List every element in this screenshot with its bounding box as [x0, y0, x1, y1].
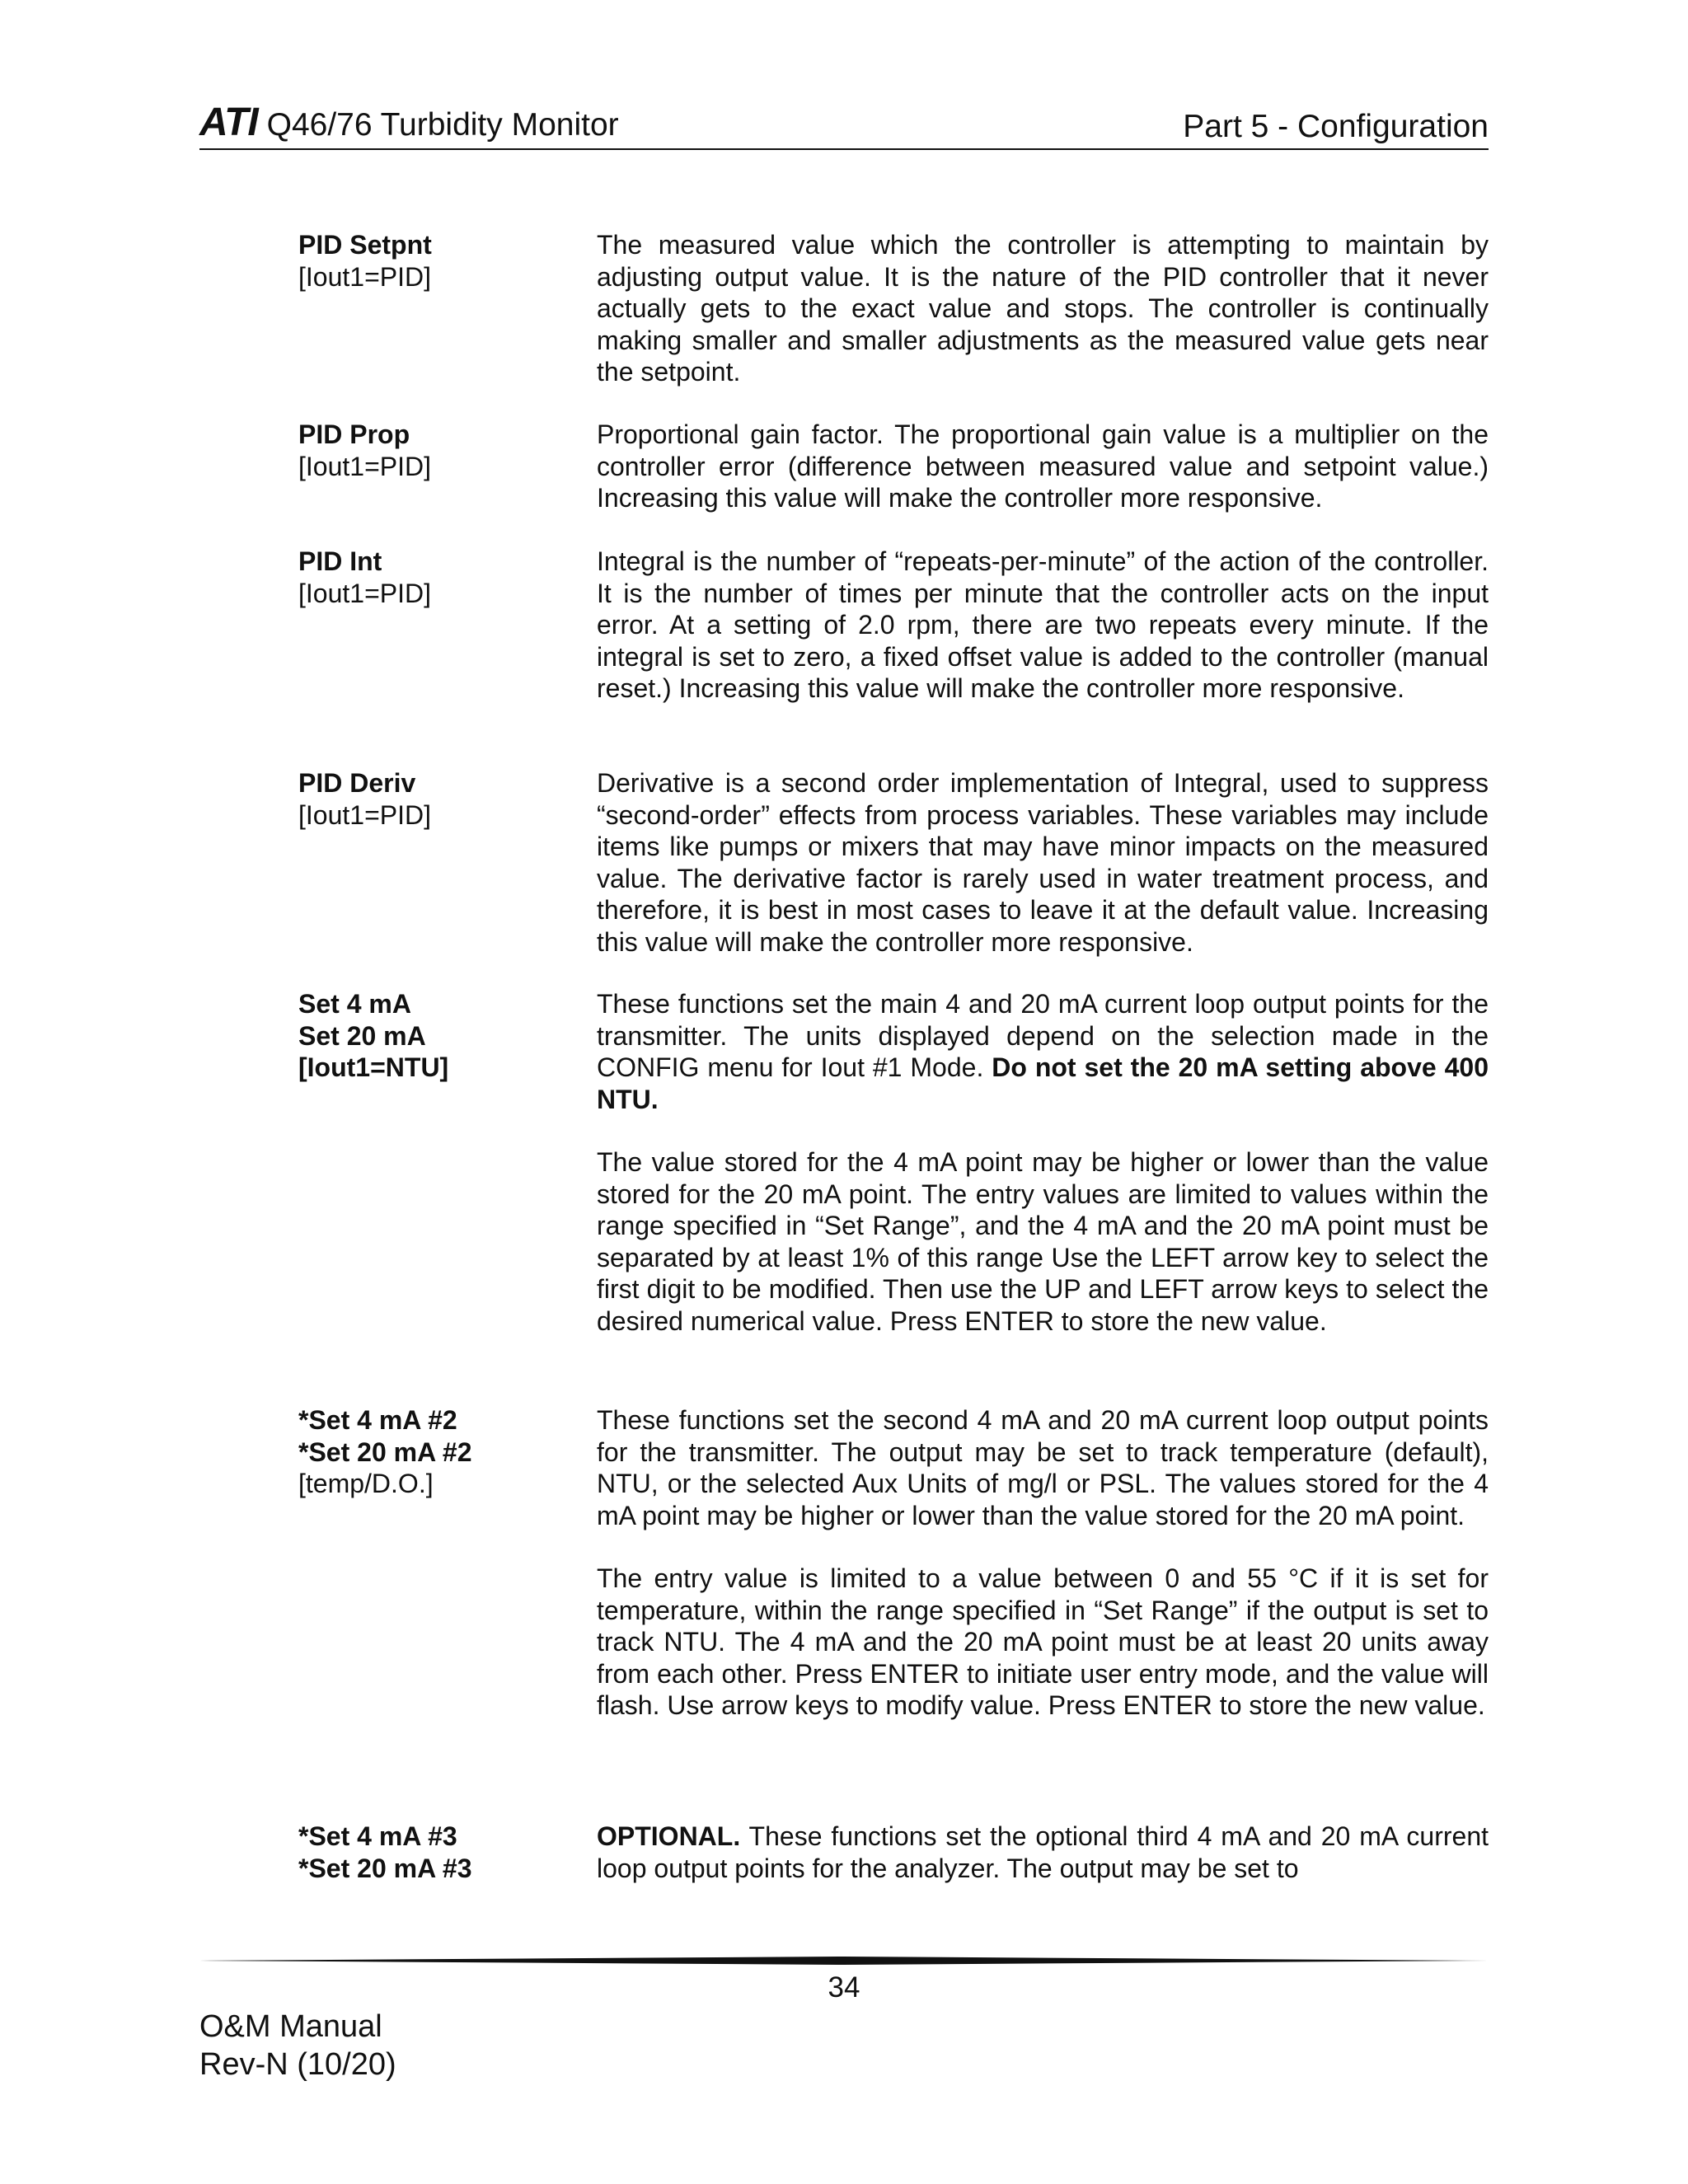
page-header	[199, 101, 1489, 150]
entry-label	[298, 767, 579, 831]
parameter-name: *Set 20 mA #2	[298, 1436, 472, 1467]
description-paragraph	[597, 1821, 1489, 1884]
parameter-name: *Set 4 mA #2	[298, 1405, 457, 1435]
description-paragraph: Derivative is a second order implementation of Integral, used to suppress “second-order” effects from process variables. These variables may include items like pumps or mixers that may have minor impacts on the measured value. The derivative factor is rarely used in water treatment process, and therefore, it is best in most cases to leave it at the default value. Increasing this value will make the controller more responsive.	[597, 768, 1489, 957]
parameter-name: *Set 20 mA #3	[298, 1853, 472, 1883]
description-paragraph: The measured value which the controller is attempting to maintain by adjusting output value. It is the nature of the PID controller that it never actually gets to the exact value and stops. The controller is continually making smaller and smaller adjustments as the measured value gets near the setpoint.	[597, 230, 1489, 387]
parameter-name: Set 4 mA	[298, 989, 411, 1019]
entry-description	[597, 419, 1489, 514]
header-title	[199, 100, 619, 145]
parameter-name: PID Setpnt	[298, 230, 432, 260]
entry-label	[298, 229, 579, 293]
warning-text: Do not set the 20 mA setting above 400 NTU.	[597, 1052, 1489, 1114]
product-name: Q46/76 Turbidity Monitor	[266, 107, 619, 143]
entry-label	[298, 546, 579, 609]
description-paragraph: These functions set the second 4 mA and 20 mA current loop output points for the transmitter. The output may be set to track temperature (default), NTU, or the selected Aux Units of mg/l or PSL. The values stored for the 4 mA point may be higher or lower than the value stored for the 20 mA point.	[597, 1405, 1489, 1530]
description-paragraph: Proportional gain factor. The proportional gain value is a multiplier on the controller error (difference between measured value and setpoint value.) Increasing this value will make the controller more responsive.	[597, 419, 1489, 513]
parameter-name: *Set 4 mA #3	[298, 1821, 457, 1851]
brand-logo: ATI	[199, 101, 258, 144]
entry-description	[597, 1821, 1489, 1884]
description-paragraph: The value stored for the 4 mA point may be higher or lower than the value stored for the 20 mA point. The entry values are limited to values within the range specified in “Set Range”, and the 4 mA and the 20 mA point must be separated by at least 1% of this range Use the LEFT arrow key to select the first digit to be modified. Then use the UP and LEFT arrow keys to select the desired numerical value. Press ENTER to store the new value.	[597, 1147, 1489, 1336]
footer-info	[199, 2008, 396, 2083]
description-text: These functions set the main 4 and 20 mA current loop output points for the transmitter. The units displayed depend on the selection made in the CONFIG menu for Iout #1 Mode.	[597, 989, 1489, 1082]
parameter-name: PID Prop	[298, 419, 410, 449]
parameter-condition: [Iout1=PID]	[298, 451, 431, 481]
entry-description	[597, 988, 1489, 1337]
parameter-condition: [Iout1=NTU]	[298, 1052, 449, 1082]
footer-rule	[199, 1957, 1489, 1965]
parameter-name: Set 20 mA	[298, 1020, 426, 1051]
parameter-condition: [temp/D.O.]	[298, 1469, 434, 1498]
entry-description	[597, 546, 1489, 705]
description-paragraph: The entry value is limited to a value between 0 and 55 °C if it is set for temperature, within the range specified in “Set Range” if the output is set to track NTU. The 4 mA and the 20 mA point must be at least 20 units away from each other. Press ENTER to initiate user entry mode, and the value will flash. Use arrow keys to modify value. Press ENTER to store the new value.	[597, 1563, 1489, 1720]
parameter-name: PID Int	[298, 546, 382, 576]
entry-description	[597, 1404, 1489, 1722]
page-number: 34	[828, 1971, 860, 2004]
parameter-name: PID Deriv	[298, 768, 416, 798]
entry-label	[298, 1404, 579, 1500]
parameter-condition: [Iout1=PID]	[298, 578, 431, 608]
description-paragraph	[597, 988, 1489, 1115]
manual-name: O&M Manual	[199, 2009, 382, 2044]
entry-description	[597, 767, 1489, 958]
section-title: Part 5 - Configuration	[1183, 109, 1489, 144]
description-text: These functions set the optional third 4 mA and 20 mA current loop output points for the analyzer. The output may be set to	[597, 1821, 1489, 1883]
entry-label	[298, 419, 579, 482]
optional-tag: OPTIONAL.	[597, 1821, 741, 1851]
parameter-condition: [Iout1=PID]	[298, 261, 431, 292]
entry-label	[298, 988, 579, 1084]
description-paragraph: Integral is the number of “repeats-per-minute” of the action of the controller. It is the number of times per minute that the controller acts on the input error. At a setting of 2.0 rpm, there are two repeats every minute. If the integral is set to zero, a fixed offset value is added to the controller (manual reset.) Increasing this value will make the controller more responsive.	[597, 546, 1489, 703]
parameter-condition: [Iout1=PID]	[298, 799, 431, 830]
entry-label	[298, 1821, 579, 1884]
revision: Rev-N (10/20)	[199, 2047, 396, 2082]
entry-description	[597, 229, 1489, 388]
